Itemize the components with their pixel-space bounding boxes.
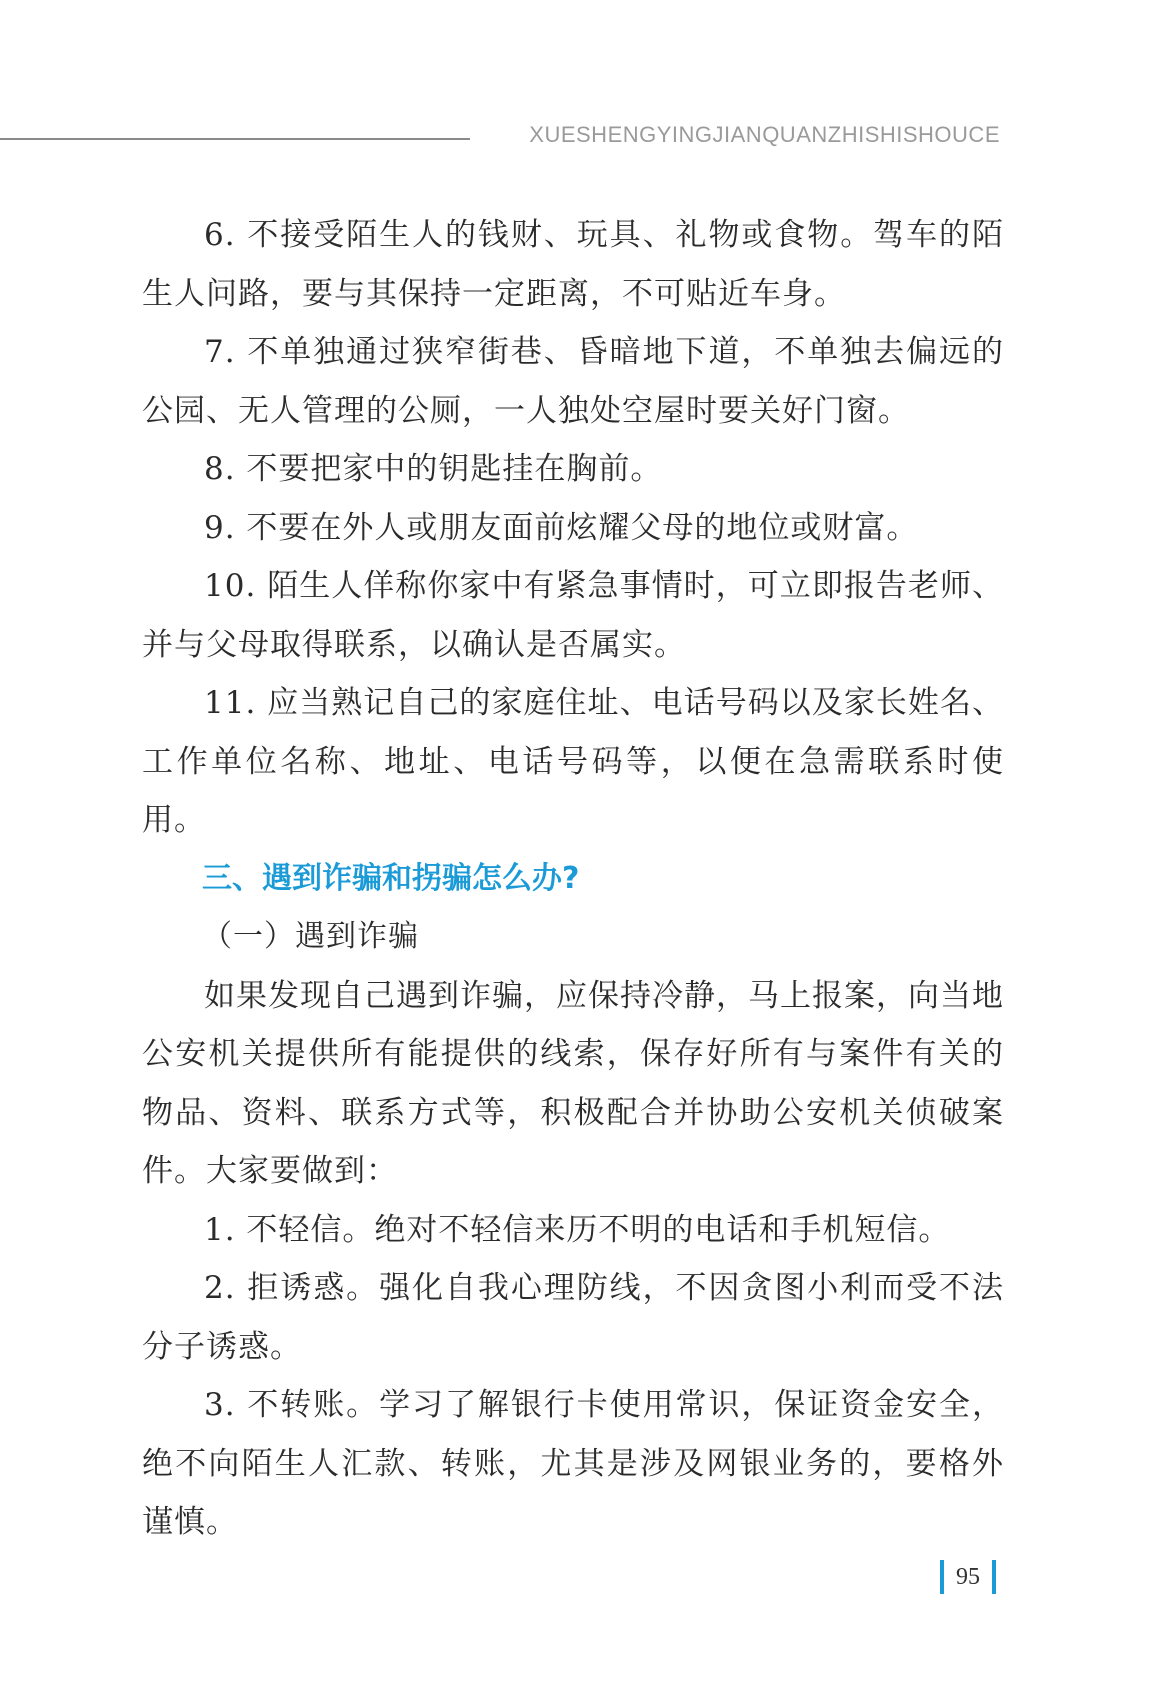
paragraph: 10. 陌生人佯称你家中有紧急事情时，可立即报告老师、并与父母取得联系，以确认是否属实。 (142, 568, 1004, 663)
list-item: 3. 不转账。学习了解银行卡使用常识，保证资金安全，绝不向陌生人汇款、转账，尤其是涉及网银业务的，要格外谨慎。 (142, 1387, 1004, 1540)
page-number-bar-right (992, 1560, 996, 1594)
page-body (142, 206, 1004, 1552)
paragraph: 6. 不接受陌生人的钱财、玩具、礼物或食物。驾车的陌生人问路，要与其保持一定距离，不可贴近车身。 (142, 217, 1004, 312)
list-item: 2. 拒诱惑。强化自我心理防线，不因贪图小利而受不法分子诱惑。 (142, 1270, 1004, 1365)
paragraph: 8. 不要把家中的钥匙挂在胸前。 (204, 451, 663, 487)
list-item: 1. 不轻信。绝对不轻信来历不明的电话和手机短信。 (204, 1211, 951, 1248)
paragraph: 11. 应当熟记自己的家庭住址、电话号码以及家长姓名、工作单位名称、地址、电话号码等，以便在急需联系时使用。 (142, 685, 1004, 838)
section-subheading: （一）遇到诈骗 (202, 919, 419, 954)
running-title: XUESHENGYINGJIANQUANZHISHISHOUCE (529, 122, 1000, 147)
section-intro: 如果发现自己遇到诈骗，应保持冷静，马上报案，向当地公安机关提供所有能提供的线索，保存好所有与案件有关的物品、资料、联系方式等，积极配合并协助公安机关侦破案件。大家要做到： (142, 977, 1004, 1189)
page-number-text: 95 (956, 1563, 980, 1590)
paragraph: 7. 不单独通过狭窄街巷、昏暗地下道，不单独去偏远的公园、无人管理的公厕，一人独处空屋时要关好门窗。 (142, 334, 1004, 429)
header-rule (0, 138, 470, 140)
paragraph: 9. 不要在外人或朋友面前炫耀父母的地位或财富。 (204, 509, 919, 546)
running-header (0, 120, 1000, 156)
section-heading: 三、遇到诈骗和拐骗怎么办? (202, 860, 580, 896)
page-number (940, 1560, 996, 1594)
